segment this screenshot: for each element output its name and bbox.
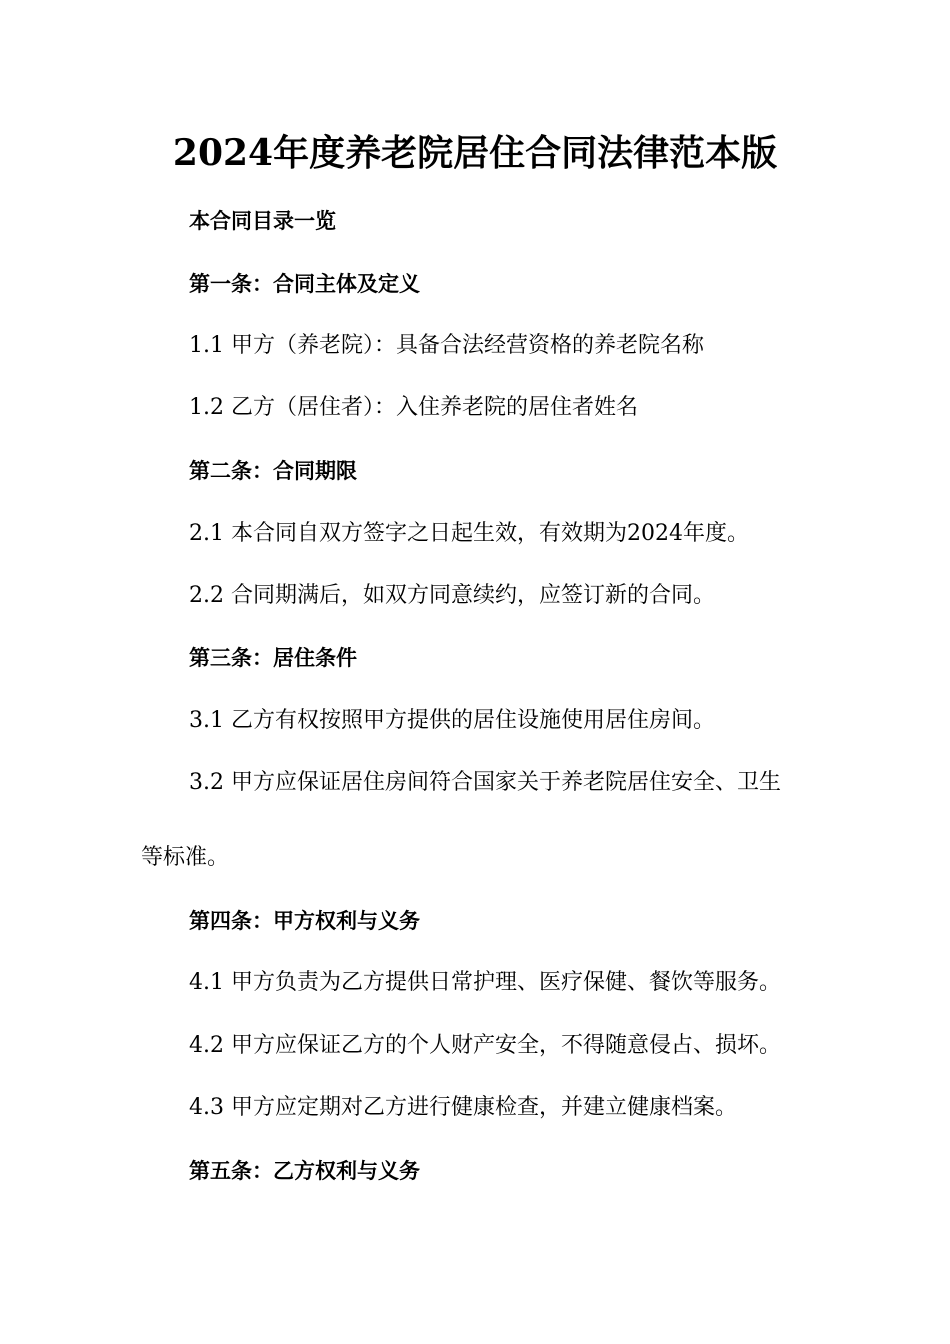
clause-1-1: 1.1 甲方（养老院）：具备合法经营资格的养老院名称	[189, 333, 704, 358]
clause-4-1: 4.1 甲方负责为乙方提供日常护理、医疗保健、餐饮等服务。	[189, 970, 781, 995]
article-4-heading: 第四条：甲方权利与义务	[189, 909, 420, 933]
article-1-heading: 第一条：合同主体及定义	[189, 272, 420, 296]
clause-2-1: 2.1 本合同自双方签字之日起生效，有效期为2024年度。	[189, 521, 749, 546]
document-title: 2024年度养老院居住合同法律范本版	[172, 132, 778, 174]
clause-3-1: 3.1 乙方有权按照甲方提供的居住设施使用居住房间。	[189, 708, 715, 733]
clause-1-2: 1.2 乙方（居住者）：入住养老院的居住者姓名	[189, 395, 638, 420]
clause-3-2: 3.2 甲方应保证居住房间符合国家关于养老院居住安全、卫生	[189, 770, 781, 795]
clause-4-3: 4.3 甲方应定期对乙方进行健康检查，并建立健康档案。	[189, 1095, 737, 1120]
toc-heading: 本合同目录一览	[189, 209, 336, 233]
article-3-heading: 第三条：居住条件	[189, 646, 357, 670]
article-5-heading: 第五条：乙方权利与义务	[189, 1159, 420, 1183]
clause-4-2: 4.2 甲方应保证乙方的个人财产安全，不得随意侵占、损坏。	[189, 1033, 781, 1058]
clause-2-2: 2.2 合同期满后，如双方同意续约，应签订新的合同。	[189, 583, 715, 608]
clause-3-2-continuation: 等标准。	[141, 845, 230, 870]
article-2-heading: 第二条：合同期限	[189, 459, 357, 483]
